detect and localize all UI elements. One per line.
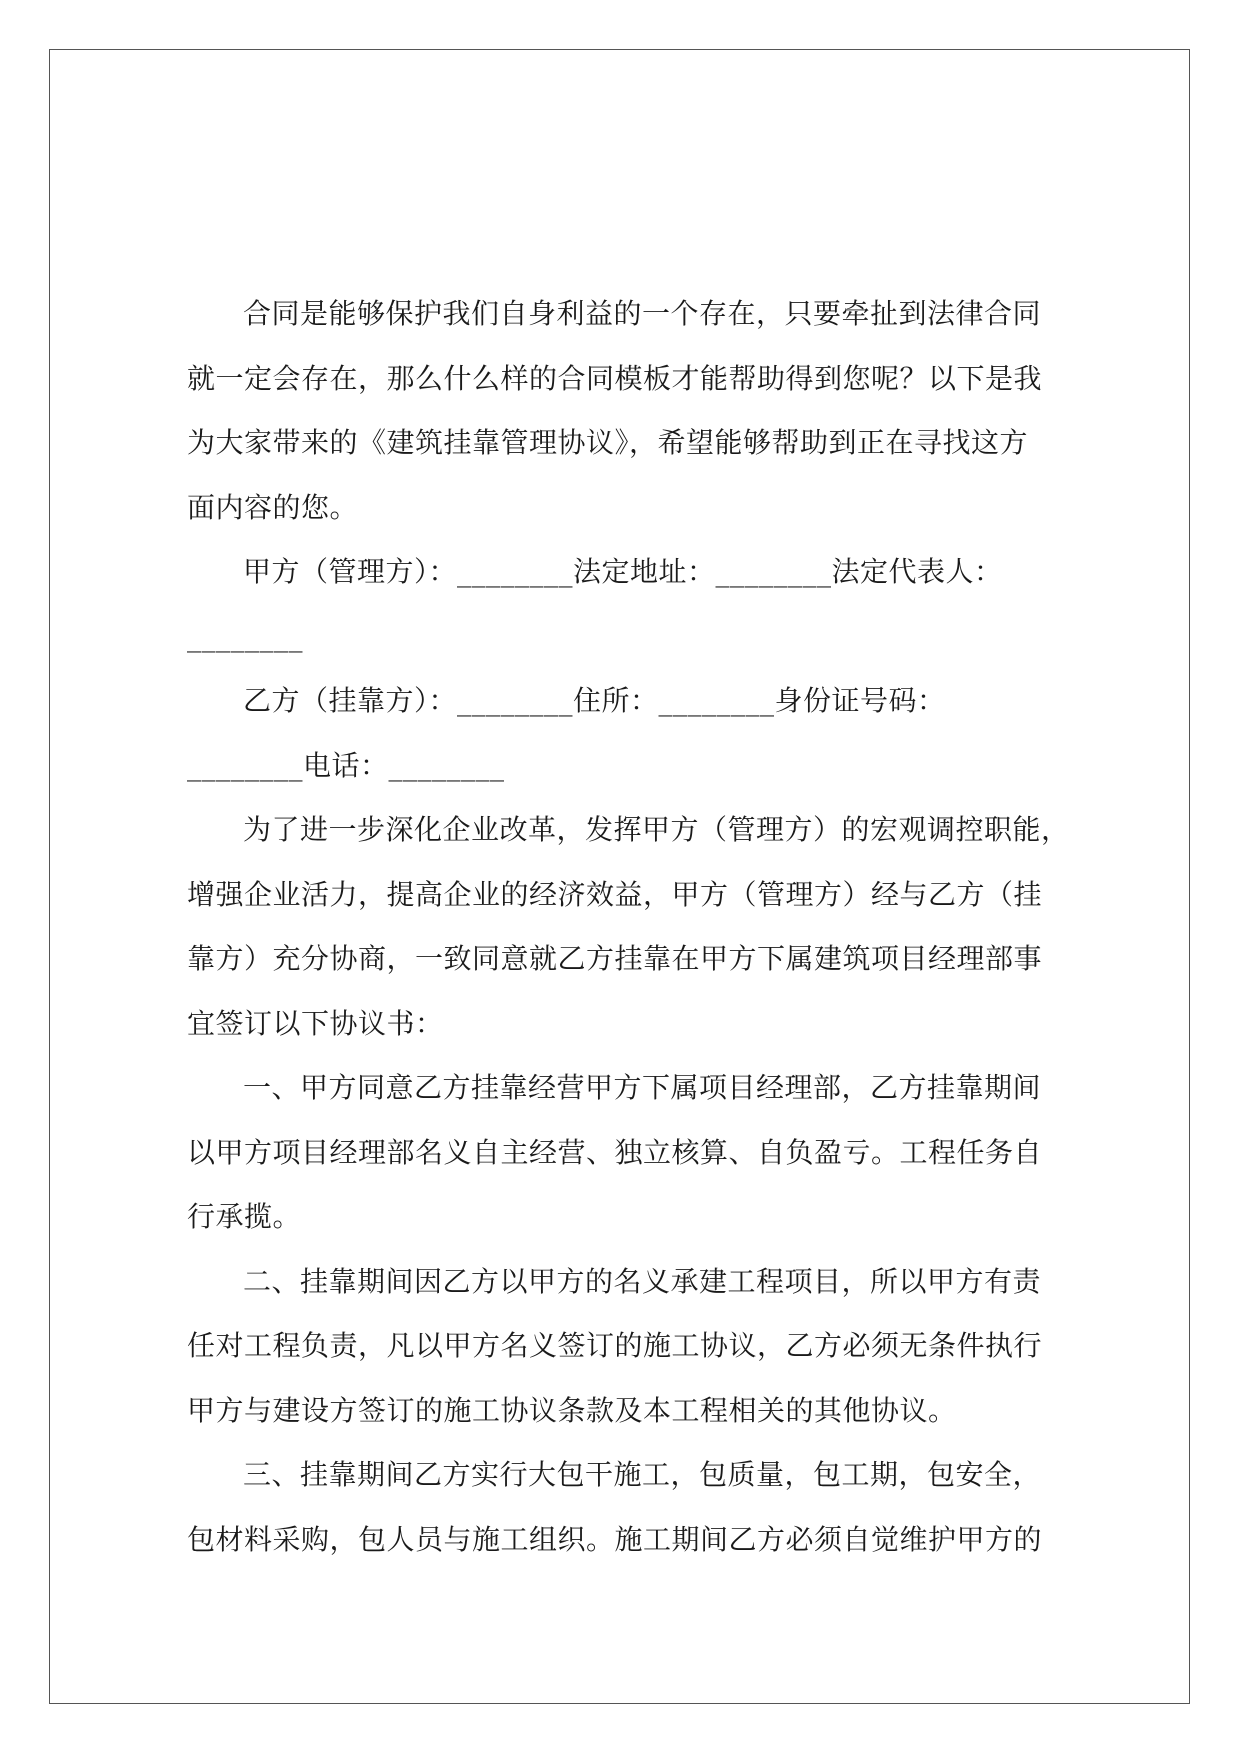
text-line: 宜签订以下协议书： xyxy=(187,1006,444,1040)
paragraph-preamble xyxy=(187,798,1070,1056)
text-line: 三、挂靠期间乙方实行大包干施工，包质量，包工期，包安全， xyxy=(243,1458,1042,1491)
text-line: 以甲方项目经理部名义自主经营、独立核算、自负盈亏。工程任务自 xyxy=(187,1135,1043,1169)
paragraph-party-a xyxy=(187,540,1052,669)
text-line: 为大家带来的《建筑挂靠管理协议》，希望能够帮助到正在寻找这方 xyxy=(187,426,1029,459)
text-line: 二、挂靠期间因乙方以甲方的名义承建工程项目，所以甲方有责 xyxy=(243,1264,1042,1298)
text-line: 包材料采购，包人员与施工组织。施工期间乙方必须自觉维护甲方的 xyxy=(187,1522,1043,1556)
paragraph-intro xyxy=(187,282,1052,540)
text-line: ________电话：________ xyxy=(187,748,505,782)
paragraph-party-b xyxy=(187,669,1052,798)
text-line: 靠方）充分协商，一致同意就乙方挂靠在甲方下属建筑项目经理部事 xyxy=(187,942,1043,975)
paragraph-clause-3 xyxy=(187,1443,1052,1572)
text-line: 一、甲方同意乙方挂靠经营甲方下属项目经理部，乙方挂靠期间 xyxy=(243,1071,1042,1104)
text-line: 乙方（挂靠方）：________住所：________身份证号码： xyxy=(243,684,946,717)
text-line: 面内容的您。 xyxy=(187,490,359,524)
text-line: ________ xyxy=(187,619,303,653)
text-line: 增强企业活力，提高企业的经济效益，甲方（管理方）经与乙方（挂 xyxy=(187,877,1043,911)
document-body xyxy=(187,282,1070,1572)
text-line: 甲方（管理方）：________法定地址：________法定代表人： xyxy=(243,555,1003,588)
text-line: 任对工程负责，凡以甲方名义签订的施工协议，乙方必须无条件执行 xyxy=(187,1329,1043,1362)
paragraph-clause-1 xyxy=(187,1056,1052,1250)
text-line: 合同是能够保护我们自身利益的一个存在，只要牵扯到法律合同 xyxy=(243,297,1042,330)
text-line: 为了进一步深化企业改革，发挥甲方（管理方）的宏观调控职能， xyxy=(243,813,1070,846)
text-line: 就一定会存在，那么什么样的合同模板才能帮助得到您呢？以下是我 xyxy=(187,361,1043,395)
text-line: 甲方与建设方签订的施工协议条款及本工程相关的其他协议。 xyxy=(187,1393,957,1427)
paragraph-clause-2 xyxy=(187,1250,1052,1444)
text-line: 行承揽。 xyxy=(187,1200,302,1233)
